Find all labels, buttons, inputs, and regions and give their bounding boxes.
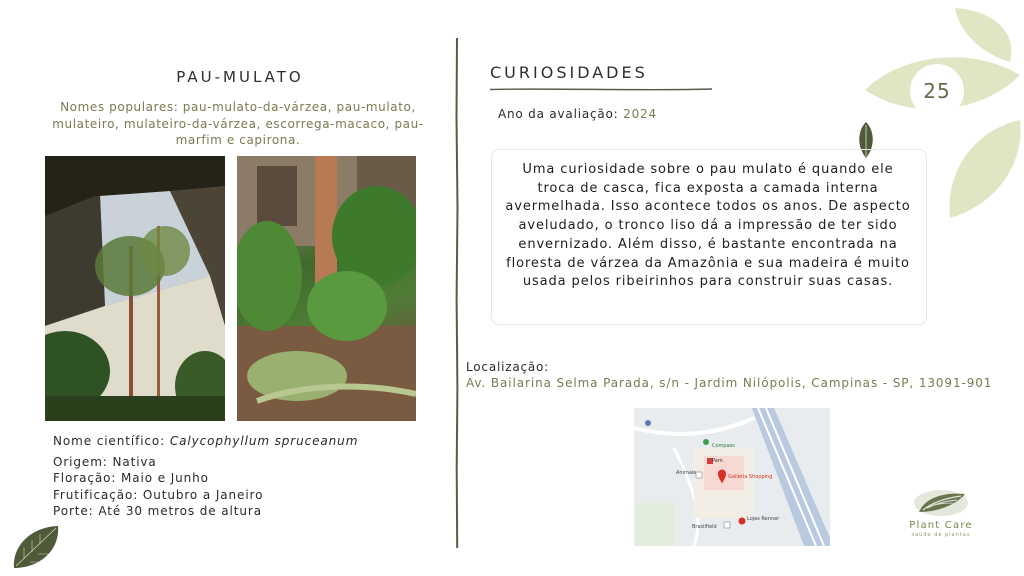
popular-names: Nomes populares: pau-mulato-da-várzea, pau-mulato, mulateiro, mulateiro-da-várzea, escorrega-macaco, pau-marfim e capirona. <box>52 100 424 147</box>
scientific-name <box>53 434 358 448</box>
flowering-text: Floração: Maio e Junho <box>53 471 209 485</box>
page-number: 25 <box>910 64 964 118</box>
plant-title: PAU-MULATO <box>176 68 304 86</box>
curiosity-text: Uma curiosidade sobre o pau mulato é quando ele troca de casca, fica exposta a camada interna avermelhada. Isso acontece todos os anos. De aspecto aveludado, o tronco liso dá a impressão de ter sido envernizado. Além disso, é bastante encontrada na floresta de várzea da Amazônia e sua madeira é muito usada pelos ribeirinhos para construir suas casas. <box>505 162 911 290</box>
map-store-icon <box>739 518 746 525</box>
location-map[interactable] <box>634 408 830 546</box>
brand-name: Plant Care <box>909 520 973 531</box>
map-poi-icon <box>645 420 651 426</box>
map-label-4: Lojas Renner <box>747 516 780 522</box>
map-label-5: Brasilfield <box>692 524 717 530</box>
scientific-name-value: Calycophyllum spruceanum <box>169 434 359 448</box>
evaluation-year <box>498 107 657 121</box>
column-divider <box>455 38 459 548</box>
map-label-1: Pam <box>712 458 723 464</box>
year-label: Ano da avaliação: <box>498 107 624 121</box>
atrium-tree-photo <box>45 156 225 421</box>
plant-care-logo-icon <box>913 488 969 518</box>
scientific-name-label: Nome científico: <box>53 434 170 448</box>
origin-text: Origem: Nativa <box>53 455 157 469</box>
map-label-main: Galleria Shopping <box>728 474 773 480</box>
map-label-2: Compass <box>712 443 735 449</box>
size-text: Porte: Até 30 metros de altura <box>53 504 262 518</box>
title-underline <box>490 87 712 92</box>
location-label: Localização: <box>466 360 550 374</box>
leaf-corner-icon <box>10 522 62 570</box>
map-label-3: Animale <box>676 470 697 476</box>
map-poi-icon <box>703 439 709 445</box>
curiosities-title: CURIOSIDADES <box>490 63 648 82</box>
garden-trunk-photo <box>237 156 416 421</box>
fruiting-text: Frutificação: Outubro a Janeiro <box>53 488 264 502</box>
brand-tagline: saúde de plantas <box>911 532 971 538</box>
location-address: Av. Bailarina Selma Parada, s/n - Jardim Nilópolis, Campinas - SP, 13091-901 <box>466 376 993 390</box>
year-value: 2024 <box>623 107 657 121</box>
